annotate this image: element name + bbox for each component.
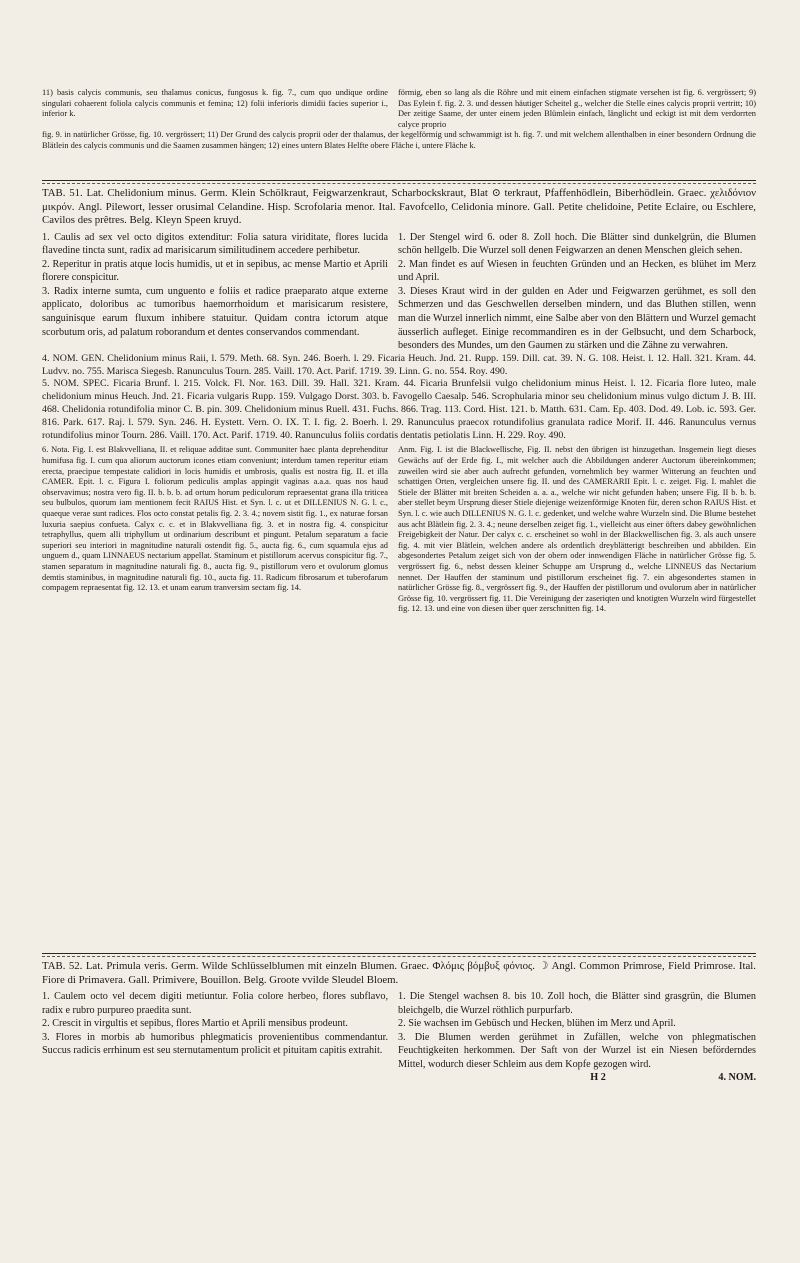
tab51-nom-spec: 5. NOM. SPEC. Ficaria Brunf. l. 215. Volck. Fl. Nor. 163. Dill. 39. Hall. 321. Kram. 44. Ficaria Brunfelsii vulgo chelidonium minus Heist. l. 12. Ficaria flore luteo, male chelidonium minus Heuch. Jnd. 21. Ficaria vulgaris Rupp. 159. Vulgago Dorst. 303. b. Favogello Caesalp. 546. Scrophularia minor seu chelidonium minus vulgo dictum J. B. III. 468. Chelidonia rotundifolia minor C. B. pin. 309. Chelidonium minus Ruell. 431. Fuchs. 866. Trag. 113. Cord. Hist. 121. b. Matth. 631. Cam. Ep. 403. Dod. 49. Lob. ic. 593. Ger. 816. Park. 617. Raj. l. 579. Syn. 246. H. Eystett. Vern. O. IX. T. I. fig. 2. Boerh. l. 29. Ranunculus praecox rotundifolius granulata radice Morif. II. 446. Ranunculus vernus rotundifolius minor Tourn. 286. Vaill. 170. Act. Parif. 1719. 40. Ranunculus foliis cordatis dentatis petiolatis Linn. H. 229. Roy. 490. [42,378,756,441]
section-divider [42,180,756,181]
tab52-german-column [398,990,756,1072]
tab51-latin-column [42,231,388,353]
catchword: 4. NOM. [718,1071,756,1083]
continuation-latin: 11) basis calycis communis, seu thalamus conicus, fungosus k. fig. 7., cum quo undique ordine singulari cohaerent foliola calycis communis et femina; 12) folii inferioris dimidii facies superior i., inferior k. [42,88,388,119]
section-divider [42,953,756,954]
tab52-lat-3: 3. Flores in morbis ab humoribus phlegmaticis provenientibus commendantur. Succus radicis errhinum est seu sternutamentum prolicit et pituitam capitis extrahit. [42,1031,388,1057]
continuation-block [42,88,756,152]
tab52-header: TAB. 52. Lat. Primula veris. Germ. Wilde Schlüsselblumen mit einzeln Blumen. Graec. Φλόμις βόμβυξ φόνιος. ☽ Angl. Common Primrose, Field Primrose. Ital. Fiore di Primavera. Gall. Primivere, Bouillon. Belg. Groote vvilde Sleudel Bloem. [42,960,756,986]
tab51-ger-1: 1. Der Stengel wird 6. oder 8. Zoll hoch. Die Blätter sind dunkelgrün, die Blumen schön hellgelb. Die Wurzel soll denen Feigwarzen an denen Menschen gleich sehen. [398,231,756,257]
tab51-nota-latin: 6. Nota. Fig. I. est Blakvvelliana, II. et reliquae additae sunt. Communiter haec planta deprehenditur humifusa fig. I. cum qua aliorum auctorum icones etiam conveniunt; interdum tamen reperitur etiam erecta, praecipue tempestate calidiori in locis humidis et umbrosis, qualis est nostra fig. II. et illa CAMER. Epit. l. c. Figura I. foliorum pediculis amplas appingit vaginas a.a.a. quas nos haud observavimus; nostra vero fig. II. b. b. b. ad ortum horum pediculorum repraesentat grana illa triticea seu bulbulos, quorum iam mentionem fecit RAIUS Hist. et Syn. l. c. ut et DILLENIUS N. G. l. c., quaeque verae sunt radices. Flos octo constat petalis fig. 2. 3. 4.; novem sistit fig. 1., ex naturae forsan luxuria saepius confueta. Calyx c. c. et in Blakvvelliana fig. 3. et in nostra fig. 4. conspicitur tetraphyllus, quem alli triphyllum ut ordinarium describunt et pingunt. Petalum separatum a facie superiori seu interiori in magnitudine naturali ostendit fig. 5., aucta fig. 6., cum squamula ejus ad unguem d., quam LINNAEUS nectarium appellat. Staminum et pistillorum acervus conspicitur fig. 7., stamen separatum in magnitudine naturali fig. 8., aucta fig. 9., pistillorum vero et ovulorum glomus demtis staminibus, in magnitudine naturali fig. 10., aucta fig. 11. Radicum fibrosarum et tuberofarum compagem repraesentat fig. 12. 13. et unam earum tranversim sectam fig. 14. [42,445,388,593]
tab51-header: TAB. 51. Lat. Chelidonium minus. Germ. Klein Schölkraut, Feigwarzenkraut, Scharbockskraut, Blat ⊙ terkraut, Pfaffenhödlein, Biberhödlein. Graec. χελιδόνιον μικρόν. Angl. Pilewort, lesser orusimal Celandine. Hisp. Scrofolaria menor. Ital. Favofcello, Celidonia minore. Gall. Petite chelidoine, Petite Eclaire, ou Eschlere, Cavilos des prêtres. Belg. Kleyn Speen kruyd. [42,187,756,226]
tab52-ger-2: 2. Sie wachsen im Gebüsch und Hecken, blühen im Merz und April. [398,1018,676,1030]
tab51-lat-2: 2. Reperitur in pratis atque locis humidis, ut et in sepibus, ac mense Martio et Aprili florere conspicitur. [42,258,388,284]
continuation-german: förmig, eben so lang als die Röhre und mit einem einfachen stigmate versehen ist fig. 6. vergrössert; 9) Das Eylein f. fig. 2. 3. und dessen häutiger Scheitel g., welcher die Stelle eines calycis proprii vertritt; 10) Der zeitige Saame, der unter einem jeden Blümlein einfach, länglicht und eckigt ist mit dem verdorrten calyce proprio [398,88,756,129]
tab51-lat-3: 3. Radix interne sumta, cum unguento e foliis et radice praeparato atque externe applicato, doloribus ac tumoribus haemorrhoidum et marisicarum resistere, sanguinisque earum fluxum inhibere statuitur. Quidam contra ictorum atque scorbutum oris, ad palatum roborandum et dentes conservandos commendant. [42,285,388,338]
tab51-lat-1: 1. Caulis ad sex vel octo digitos extenditur: Folia satura viriditate, flores lucida flavedine tincta sunt, radix ad marisicarum similitudinem accedere perhibetur. [42,231,388,257]
tab52-ger-3: 3. Die Blumen werden gerühmet in Zufällen, welche von phlegmatischen Feuchtigkeiten herkommen. Der Saft von der Wurzel ist ein Niesen beförderndes Mittel, wodurch dieser Schleim aus dem Kopfe gezogen wird. [398,1031,756,1070]
tab51-nota-german: Anm. Fig. I. ist die Blackwellische, Fig. II. nebst den übrigen ist hinzugethan. Insgemein liegt dieses Gewächs auf der Erde fig. I., mit welcher auch die Abbildungen anderer Auctorum übereinkommen; zuweilen wird sie aber auch aufrecht gefunden, vornehmlich bey warmer Witterung an feuchten und schattigen Orten, vergleichen unsere fig. II. und des CAMERARII Epit. l. c. zeiget. Fig. I. mahlet die Stiele der Blätter mit breiten Scheiden a. a. a., welche wir nicht gefunden haben; unsere Fig. II b. b. b. aber stellet beym Ursprung dieser Stiele diejenige weizenförmige Knoten für, deren schon RAIUS Hist. et Syn. l. c. wie auch DILLENIUS N. G. l. c. gedenket, und welche wahre Wurzeln sind. Die Blume bestehet aus acht Blätlein fig. 2. 3. 4.; neune derselben zeiget fig. 1., vielleicht aus einer öfters dabey gewöhnlichen Freigebigkeit der Natur. Der calyx c. c. erscheinet so wohl in der Blackwellischen fig. 3. als auch unsere fig. 4. mit vier Blätlein, welchen andere als ordentlich dreyblätterigt beschreiben und abbilden. Ein abgesondertes Petalum zeiget sich von der obern oder innwendigen Fläche in natürlicher Grösse fig. 5. vergrössert fig. 6., nebst dessen kleiner Schuppe am Ursprung d., welche LINNEUS das Nectarium nennet. Der Hauffen der staminum und pistillorum erscheinet fig. 7. ein abgesondertes stamen in natürlicher Grösse fig. 8., vergrössert fig. 9., der Hauffen der pistillorum und ovulorum aber in natürlicher Grösse fig. 10. vergrössert fig. 11. Die Vereinigung der zaseriqten und knotigten Wurzeln wird fürgestellet fig. 12. 13. und eine von diesen über quer zerschnitten fig. 14. [398,445,756,614]
signature-mark: H 2 [590,1071,606,1083]
page-footer [42,1072,756,1083]
tab51-ger-3: 3. Dieses Kraut wird in der gulden en Ader und Feigwarzen gerühmet, es soll den Schmerzen und das Geschwellen derselben mindern, und das Bluthen stillen, wenn man die Wurzel innerlich nimmt, eine Salbe aber von den Blättern und Wurzel gemacht äusserlich aufleget. Einige recommandiren es in der Gelbsucht, und dem Scharbock, besonders des Mundes, um den Gaumen zu stärken und die Zähne zu verwahren. [398,285,756,352]
tab52-lat-1: 1. Caulem octo vel decem digiti metiuntur. Folia colore herbeo, flores subflavo, radix e rubro purpureo praedita sunt. [42,991,388,1016]
tab51-nom-gen: 4. NOM. GEN. Chelidonium minus Raii, l. 579. Meth. 68. Syn. 246. Boerh. l. 29. Ficaria Heuch. Jnd. 21. Rupp. 159. Dill. cat. 39. N. G. 108. Heist. l. 12. Hall. 321. Kram. 44. Ludvv. no. 755. Marisca Siegesb. Ranunculus Tourn. 285. Vaill. 170. Act. Parif. 1719. 39. Linn. G. no. 554. Roy. 490. [42,352,756,377]
continuation-full: fig. 9. in natürlicher Grösse, fig. 10. vergrössert; 11) Der Grund des calycis proprii oder der thalamus, der kegelförmig und schwammigt ist h. fig. 7. und mit welchem allenthalben in einer besondern Ordnung die Blätlein des calycis communis und die Saamen zusammen hängen; 12) eines untern Blates Helfte obere Fläche i, untere Fläche k. [42,130,756,150]
tab51-german-column [398,231,756,353]
tab51-section [42,187,756,615]
tab51-ger-2: 2. Man findet es auf Wiesen in feuchten Gründen und an Hecken, es blühet im Merz und April. [398,258,756,284]
tab52-ger-1: 1. Die Stengel wachsen 8. bis 10. Zoll hoch, die Blätter sind grasgrün, die Blumen bleichgelb, die Wurzel röthlich purpurfarb. [398,991,756,1016]
tab52-lat-2: 2. Crescit in virgultis et sepibus, flores Martio et Aprili mensibus prodeunt. [42,1018,348,1030]
tab52-section [42,960,756,1083]
tab52-latin-column [42,990,388,1072]
